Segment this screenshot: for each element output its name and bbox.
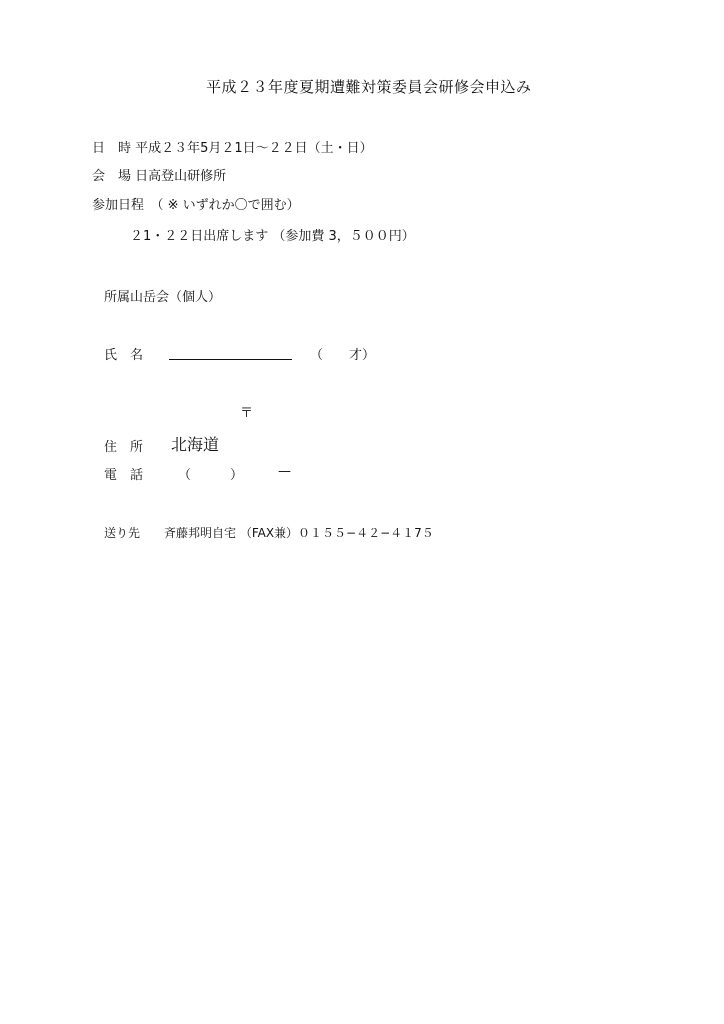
name-entry-line[interactable] xyxy=(169,359,292,360)
send-to-line: 送り先 斉藤邦明自宅 （FAX兼）０１５５−４２−４１7５ xyxy=(104,526,434,540)
event-datetime: 日 時 平成２３年5月２1日〜２２日（土・日） xyxy=(92,141,373,156)
event-venue: 会 場 日高登山研修所 xyxy=(92,169,227,184)
affiliation-label: 所属山岳会（個人） xyxy=(104,290,222,305)
address-value: 北海道 xyxy=(171,435,220,454)
age-field: （ 才） xyxy=(310,348,376,363)
postal-mark: 〒 xyxy=(240,406,254,421)
name-label: 氏 名 xyxy=(104,348,144,363)
attendance-option: ２1・２２日出席します （参加費 3，５００円） xyxy=(130,229,415,244)
address-label: 住 所 xyxy=(104,440,144,455)
phone-area-code-field: （ ） xyxy=(178,468,244,483)
phone-dash: — xyxy=(278,464,291,479)
schedule-label: 参加日程 （ ※ いずれか〇で囲む） xyxy=(92,198,300,213)
phone-label: 電 話 xyxy=(104,468,144,483)
document-title: 平成２３年度夏期遭難対策委員会研修会申込み xyxy=(206,78,532,96)
